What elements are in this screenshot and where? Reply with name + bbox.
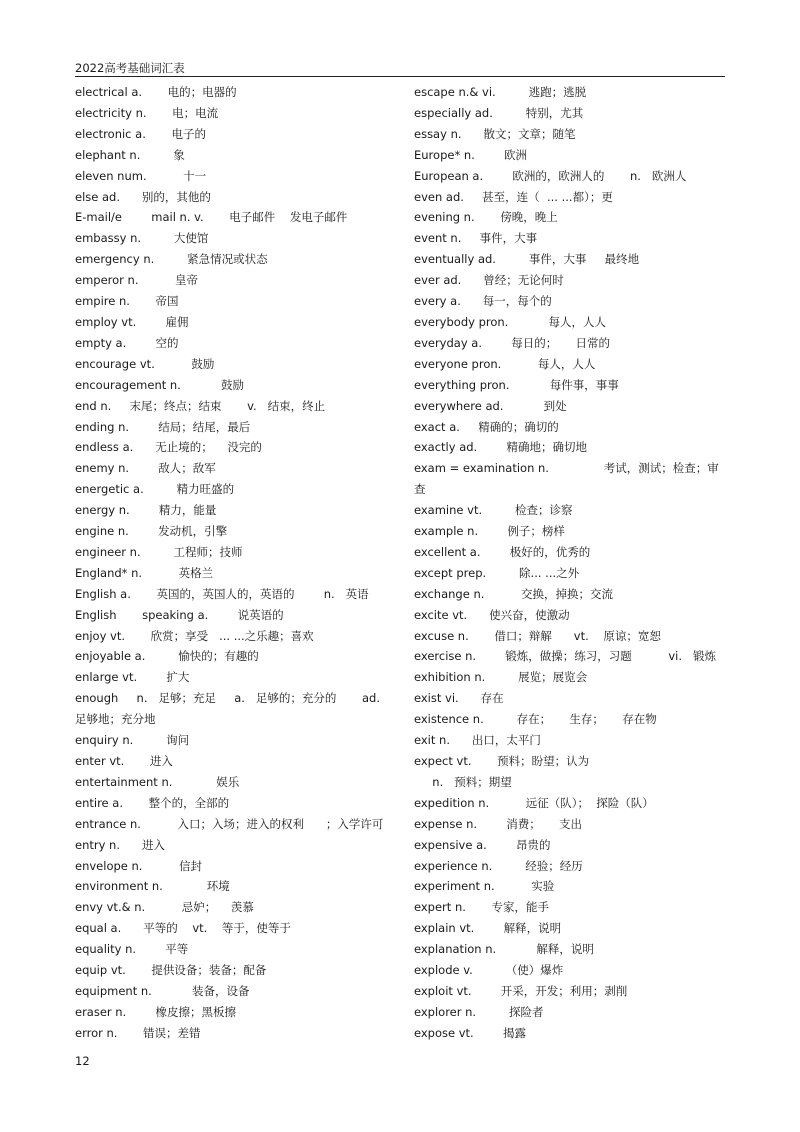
page-header-title: 2022高考基础词汇表 bbox=[75, 61, 185, 75]
vocab-entry: excellent a. 极好的，优秀的 bbox=[414, 544, 591, 559]
vocab-entry: equal a. 平等的 vt. 等于，使等于 bbox=[75, 921, 291, 936]
vocab-entry: equality n. 平等 bbox=[75, 942, 189, 957]
vocab-entry: equip vt. 提供设备；装备；配备 bbox=[75, 963, 267, 978]
vocab-entry: English a. 英国的，英国人的，英语的 n. 英语 bbox=[75, 586, 369, 601]
vocab-entry: except prep. 除... ...之外 bbox=[414, 565, 580, 580]
vocab-entry: endless a. 无止境的； 没完的 bbox=[75, 440, 262, 455]
vocab-entry: experiment n. 实验 bbox=[414, 879, 555, 894]
vocab-entry: exact a. 精确的；确切的 bbox=[414, 419, 559, 434]
vocab-entry: electronic a. 电子的 bbox=[75, 126, 206, 141]
vocab-entry: expensive a. 昂贵的 bbox=[414, 837, 551, 852]
vocab-entry: envelope n. 信封 bbox=[75, 858, 203, 873]
vocab-entry: electrical a. 电的；电器的 bbox=[75, 85, 237, 99]
vocab-entry: end n. 末尾；终点；结束 v. 结束，终止 bbox=[75, 398, 326, 413]
vocab-entry: empire n. 帝国 bbox=[75, 294, 179, 309]
vocab-entry: everyone pron. 每人，人人 bbox=[414, 356, 596, 371]
vocab-entry: everywhere ad. 到处 bbox=[414, 398, 567, 413]
vocab-entry: embassy n. 大使馆 bbox=[75, 231, 209, 246]
vocab-entry: escape n.& vi. 逃跑；逃脱 bbox=[414, 85, 587, 99]
vocab-entry: envy vt.& n. 忌妒； 羡慕 bbox=[75, 900, 254, 915]
vocab-entry: excuse n. 借口；辩解 vt. 原谅；宽恕 bbox=[414, 628, 661, 643]
vocab-entry: Europe* n. 欧洲 bbox=[414, 147, 528, 162]
vocab-entry: exercise n. 锻炼，做操；练习，习题 vi. 锻炼 bbox=[414, 649, 716, 664]
page-number: 12 bbox=[75, 1054, 90, 1068]
vocab-entry: entertainment n. 娱乐 bbox=[75, 774, 240, 789]
vocab-entry: eventually ad. 事件，大事 最终地 bbox=[414, 252, 640, 267]
vocab-entry: else ad. 别的，其他的 bbox=[75, 189, 211, 204]
vocab-entry: every a. 每一，每个的 bbox=[414, 294, 552, 309]
vocab-entry: explorer n. 探险者 bbox=[414, 1004, 544, 1019]
vocab-entry: explain vt. 解释，说明 bbox=[414, 921, 562, 936]
vocab-entry: European a. 欧洲的，欧洲人的 n. 欧洲人 bbox=[414, 168, 687, 183]
vocab-entry: expect vt. 预料；盼望；认为 n. 预料；期望 bbox=[414, 754, 590, 789]
vocab-entry: exchange n. 交换，掉换；交流 bbox=[414, 586, 613, 601]
vocab-entry: English speaking a. 说英语的 bbox=[75, 607, 284, 622]
vocab-entry: enquiry n. 询问 bbox=[75, 733, 190, 748]
vocab-entry: expose vt. 揭露 bbox=[414, 1025, 526, 1040]
vocab-entry: elephant n. 象 bbox=[75, 147, 185, 162]
vocab-entry: event n. 事件，大事 bbox=[414, 231, 538, 246]
vocab-entry: excite vt. 使兴奋，使激动 bbox=[414, 607, 570, 622]
vocab-entry: entrance n. 入口；入场；进入的权利 ；入学许可 bbox=[75, 816, 384, 831]
vocab-entry: England* n. 英格兰 bbox=[75, 565, 214, 580]
vocab-entry: everything pron. 每件事，事事 bbox=[414, 377, 619, 392]
vocab-entry: equipment n. 装备，设备 bbox=[75, 983, 250, 998]
vocab-entry: experience n. 经验；经历 bbox=[414, 858, 583, 873]
vocab-entry: exit n. 出口，太平门 bbox=[414, 733, 541, 748]
vocab-entry: emergency n. 紧急情况或状态 bbox=[75, 252, 268, 267]
vocab-entry: ending n. 结局；结尾，最后 bbox=[75, 419, 251, 434]
vocab-entry: evening n. 傍晚，晚上 bbox=[414, 210, 558, 225]
vocab-entry: engine n. 发动机，引擎 bbox=[75, 524, 228, 539]
vocab-entry: eleven num. 十一 bbox=[75, 168, 207, 183]
vocab-entry: error n. 错误；差错 bbox=[75, 1025, 201, 1040]
vocab-entry: ever ad. 曾经；无论何时 bbox=[414, 273, 564, 288]
vocab-entry: expense n. 消费； 支出 bbox=[414, 816, 583, 831]
vocab-entry: enemy n. 敌人；敌军 bbox=[75, 461, 216, 476]
vocab-entry: enough n. 足够；充足 a. 足够的；充分的 ad. 足够地；充分地 bbox=[75, 691, 381, 727]
right-column bbox=[414, 82, 726, 1044]
vocab-entry: entire a. 整个的，全部的 bbox=[75, 795, 230, 810]
vocab-entry: everybody pron. 每人，人人 bbox=[414, 314, 607, 329]
vocab-entry: explode v. （使）爆炸 bbox=[414, 963, 564, 978]
vocab-entry: empty a. 空的 bbox=[75, 335, 179, 350]
vocab-entry: engineer n. 工程师；技师 bbox=[75, 544, 243, 559]
vocab-entry: examine vt. 检查；诊察 bbox=[414, 503, 573, 518]
vocab-entry: enjoyable a. 愉快的；有趣的 bbox=[75, 649, 259, 664]
header-divider bbox=[75, 76, 725, 77]
vocab-entry: electricity n. 电；电流 bbox=[75, 105, 219, 120]
vocab-entry: eraser n. 橡皮擦；黑板擦 bbox=[75, 1004, 236, 1019]
vocab-entry: employ vt. 雇佣 bbox=[75, 314, 189, 329]
vocab-entry: exam = examination n. 考试，测试；检查；审 查 bbox=[414, 461, 719, 497]
vocab-entry: example n. 例子；榜样 bbox=[414, 524, 565, 539]
vocab-entry: environment n. 环境 bbox=[75, 879, 230, 894]
vocab-entry: exhibition n. 展览；展览会 bbox=[414, 670, 588, 685]
vocab-entry: exist vi. 存在 bbox=[414, 691, 504, 706]
vocab-entry: explanation n. 解释，说明 bbox=[414, 942, 594, 957]
left-column bbox=[75, 82, 387, 1044]
vocab-entry: especially ad. 特别，尤其 bbox=[414, 105, 584, 120]
vocab-entry: exactly ad. 精确地；确切地 bbox=[414, 440, 587, 455]
vocab-entry: emperor n. 皇帝 bbox=[75, 273, 199, 288]
vocab-entry: essay n. 散文；文章；随笔 bbox=[414, 126, 576, 141]
vocab-entry: enjoy vt. 欣赏；享受 ... ...之乐趣；喜欢 bbox=[75, 628, 314, 643]
vocab-entry: encouragement n. 鼓励 bbox=[75, 377, 245, 392]
vocab-entry: existence n. 存在； 生存； 存在物 bbox=[414, 712, 657, 727]
vocab-entry: E-mail/e mail n. v. 电子邮件 发电子邮件 bbox=[75, 210, 348, 225]
vocab-entry: enlarge vt. 扩大 bbox=[75, 670, 190, 685]
vocab-entry: everyday a. 每日的； 日常的 bbox=[414, 335, 611, 350]
vocab-entry: entry n. 进入 bbox=[75, 837, 165, 852]
vocab-entry: enter vt. 进入 bbox=[75, 754, 173, 768]
vocab-entry: energetic a. 精力旺盛的 bbox=[75, 482, 235, 497]
vocab-entry: expert n. 专家，能手 bbox=[414, 900, 549, 915]
vocab-entry: even ad. 甚至，连（ ... ...都）；更 bbox=[414, 189, 613, 204]
vocab-entry: expedition n. 远征（队）； 探险（队） bbox=[414, 795, 654, 810]
vocab-entry: energy n. 精力，能量 bbox=[75, 503, 217, 518]
vocab-entry: encourage vt. 鼓励 bbox=[75, 356, 215, 371]
vocab-entry: exploit vt. 开采，开发；利用；剥削 bbox=[414, 983, 628, 998]
